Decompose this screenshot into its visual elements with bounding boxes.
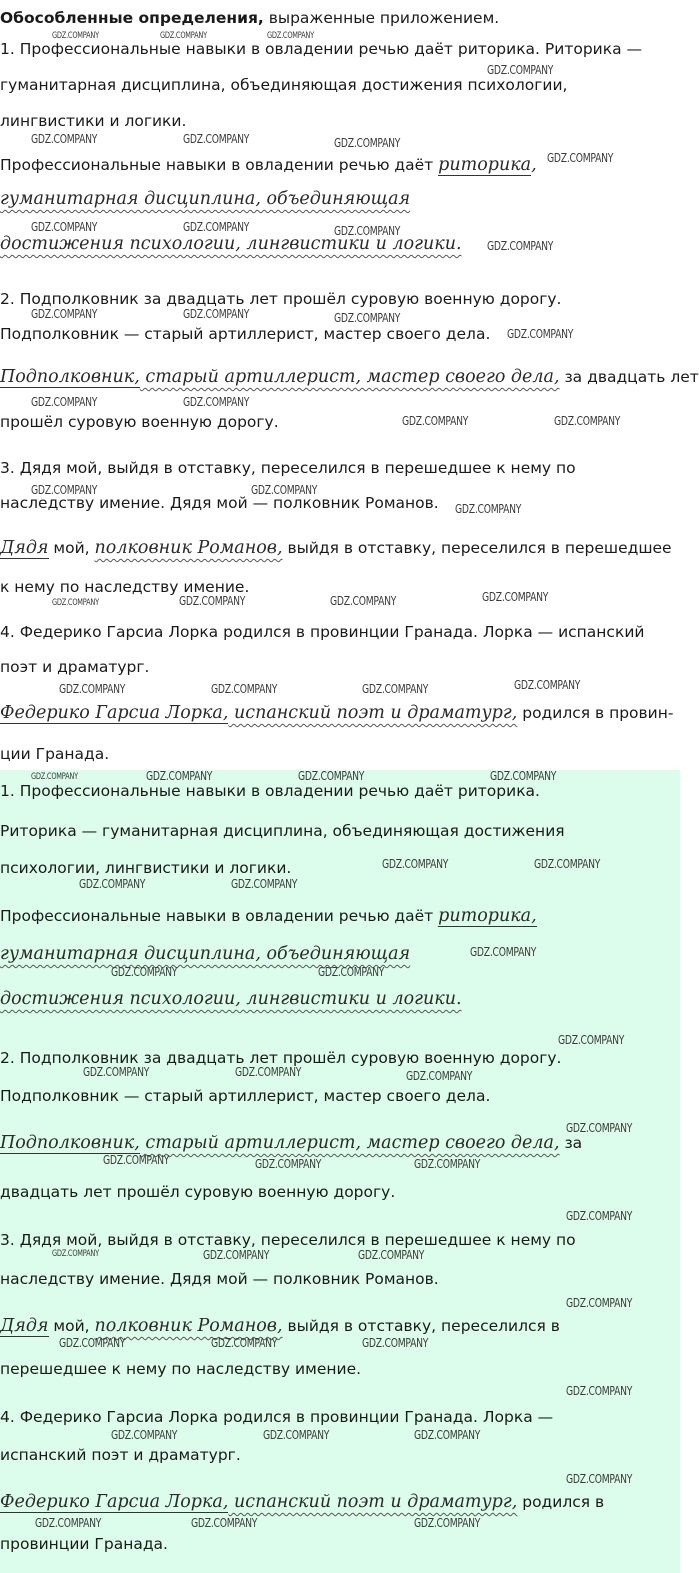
watermark: GDZ.COMPANY	[255, 1156, 322, 1171]
subject-word: риторика	[438, 155, 532, 175]
watermark: GDZ.COMPANY	[111, 1427, 178, 1442]
task4-line1: 4. Федерико Гарсиа Лорка родился в провинции Гранада. Лорка — испанский	[0, 623, 645, 641]
subject-word: риторика,	[438, 906, 537, 926]
watermark: GDZ.COMPANY	[251, 482, 318, 497]
watermark: GDZ.COMPANY	[191, 1515, 258, 1530]
watermark: GDZ.COMPANY	[146, 768, 213, 783]
task1-line3: лингвистики и логики.	[0, 112, 187, 130]
watermark: GDZ.COMPANY	[534, 856, 601, 871]
subject-word: Подполковник,	[0, 367, 140, 387]
answer3-line1	[0, 1315, 560, 1337]
watermark: GDZ.COMPANY	[402, 413, 469, 428]
watermark: GDZ.COMPANY	[183, 394, 250, 409]
subject-word: Дядя	[0, 538, 49, 558]
task2-line1: 2. Подполковник за двадцать лет прошёл суровую военную дорогу.	[0, 1049, 562, 1067]
textbook-section	[0, 0, 699, 770]
watermark: GDZ.COMPANY	[566, 1383, 633, 1398]
appositive-text: достижения психологии, лингвистики и логики.	[0, 234, 462, 254]
task3-line1: 3. Дядя мой, выйдя в отставку, переселился в перешедшее к нему по	[0, 1231, 576, 1249]
answer2-rest: за	[559, 1134, 583, 1152]
answer2-rest: за двадцать лет	[559, 368, 699, 386]
watermark: GDZ.COMPANY	[334, 310, 401, 325]
answer4-line1	[0, 1491, 604, 1513]
watermark: GDZ.COMPANY	[52, 31, 99, 41]
answer2-line2: двадцать лет прошёл суровую военную дорогу.	[0, 1183, 396, 1201]
answer2-line1	[0, 1132, 582, 1154]
task1-line2: гуманитарная дисциплина, объединяющая достижения психологии,	[0, 76, 568, 94]
answer3-line2: перешедшее к нему по наследству имение.	[0, 1360, 362, 1378]
watermark: GDZ.COMPANY	[507, 326, 574, 341]
answer1-comma: ,	[531, 155, 537, 175]
watermark: GDZ.COMPANY	[382, 856, 449, 871]
answer4-line1	[0, 702, 673, 724]
watermark: GDZ.COMPANY	[566, 1471, 633, 1486]
watermark: GDZ.COMPANY	[455, 501, 522, 516]
task4-line1: 4. Федерико Гарсиа Лорка родился в провинции Гранада. Лорка —	[0, 1408, 554, 1426]
answer4-line2: провинции Гранада.	[0, 1535, 168, 1553]
task1-line1: 1. Профессиональные навыки в овладении речью даёт риторика.	[0, 782, 540, 800]
task2-line2: Подполковник — старый артиллерист, мастер своего дела.	[0, 1087, 491, 1105]
task1-line2: Риторика — гуманитарная дисциплина, объединяющая достижения	[0, 822, 565, 840]
watermark: GDZ.COMPANY	[470, 944, 537, 959]
answer4-line2: ции Гранада.	[0, 745, 110, 763]
appositive-text: гуманитарная дисциплина, объединяющая	[0, 189, 411, 209]
watermark: GDZ.COMPANY	[103, 1152, 170, 1167]
watermark: GDZ.COMPANY	[35, 1515, 102, 1530]
watermark: GDZ.COMPANY	[482, 589, 549, 604]
task4-line2: испанский поэт и драматург.	[0, 1446, 241, 1464]
answer4-rest: родился в провин-	[517, 704, 674, 722]
appositive-text: испанский поэт и драматург,	[228, 1492, 518, 1512]
watermark: GDZ.COMPANY	[514, 677, 581, 692]
watermark: GDZ.COMPANY	[414, 1156, 481, 1171]
watermark: GDZ.COMPANY	[362, 1335, 429, 1350]
subject-word: Дядя	[0, 1316, 49, 1336]
watermark: GDZ.COMPANY	[487, 238, 554, 253]
watermark: GDZ.COMPANY	[566, 1295, 633, 1310]
watermark: GDZ.COMPANY	[267, 31, 314, 41]
answer3-mid: мой,	[48, 539, 95, 557]
answer3-mid: мой,	[48, 1317, 95, 1335]
watermark: GDZ.COMPANY	[111, 964, 178, 979]
watermark: GDZ.COMPANY	[31, 219, 98, 234]
subject-word: Федерико Гарсиа Лорка,	[0, 703, 229, 723]
watermark: GDZ.COMPANY	[558, 1032, 625, 1047]
answer1-line1	[0, 905, 537, 927]
appositive-text: полковник Романов,	[94, 538, 283, 558]
watermark: GDZ.COMPANY	[566, 1208, 633, 1223]
task4-line2: поэт и драматург.	[0, 658, 150, 676]
watermark: GDZ.COMPANY	[414, 1515, 481, 1530]
heading-rest: выраженные приложением.	[263, 9, 500, 27]
watermark: GDZ.COMPANY	[160, 31, 207, 41]
watermark: GDZ.COMPANY	[83, 1064, 150, 1079]
appositive-text: полковник Романов,	[94, 1316, 283, 1336]
watermark: GDZ.COMPANY	[362, 681, 429, 696]
answer2-line2: прошёл суровую военную дорогу.	[0, 413, 279, 431]
appositive-text: испанский поэт и драматург,	[228, 703, 518, 723]
watermark: GDZ.COMPANY	[263, 1427, 330, 1442]
subject-word: Подполковник,	[0, 1133, 140, 1153]
watermark: GDZ.COMPANY	[231, 876, 298, 891]
watermark: GDZ.COMPANY	[59, 681, 126, 696]
answer3-rest: выйдя в отставку, переселился в перешедшее	[282, 539, 672, 557]
answer2-line1	[0, 366, 699, 388]
watermark: GDZ.COMPANY	[334, 223, 401, 238]
answer3-rest: выйдя в отставку, переселился в	[282, 1317, 560, 1335]
watermark: GDZ.COMPANY	[31, 306, 98, 321]
watermark: GDZ.COMPANY	[298, 768, 365, 783]
watermark: GDZ.COMPANY	[235, 1064, 302, 1079]
watermark: GDZ.COMPANY	[79, 876, 146, 891]
watermark: GDZ.COMPANY	[318, 964, 385, 979]
task1-line3: психологии, лингвистики и логики.	[0, 859, 292, 877]
answer3-line2: к нему по наследству имение.	[0, 578, 250, 596]
watermark: GDZ.COMPANY	[183, 219, 250, 234]
watermark: GDZ.COMPANY	[211, 681, 278, 696]
task3-line2: наследству имение. Дядя мой — полковник Романов.	[0, 494, 439, 512]
watermark: GDZ.COMPANY	[203, 1247, 270, 1262]
answer1-pre: Профессиональные навыки в овладении речью даёт	[0, 907, 439, 925]
watermark: GDZ.COMPANY	[52, 598, 99, 608]
subject-word: Федерико Гарсиа Лорка,	[0, 1492, 229, 1512]
appositive-text: гуманитарная дисциплина, объединяющая	[0, 944, 411, 964]
watermark: GDZ.COMPANY	[566, 1120, 633, 1135]
watermark: GDZ.COMPANY	[414, 1427, 481, 1442]
appositive-text: старый артиллерист, мастер своего дела,	[139, 367, 560, 387]
watermark: GDZ.COMPANY	[211, 1335, 278, 1350]
answer1-line2	[0, 943, 410, 965]
task2-line2: Подполковник — старый артиллерист, мастер своего дела.	[0, 325, 491, 343]
answer3-line1	[0, 537, 672, 559]
watermark: GDZ.COMPANY	[554, 413, 621, 428]
watermark: GDZ.COMPANY	[487, 62, 554, 77]
watermark: GDZ.COMPANY	[31, 772, 78, 782]
section-heading	[0, 7, 499, 29]
answer1-pre: Профессиональные навыки в овладении речью даёт	[0, 156, 439, 174]
answer4-rest: родился в	[517, 1493, 605, 1511]
watermark: GDZ.COMPANY	[183, 306, 250, 321]
answer1-line3	[0, 988, 462, 1010]
watermark: GDZ.COMPANY	[31, 482, 98, 497]
watermark: GDZ.COMPANY	[406, 1068, 473, 1083]
task3-line2: наследству имение. Дядя мой — полковник Романов.	[0, 1270, 439, 1288]
watermark: GDZ.COMPANY	[31, 131, 98, 146]
watermark: GDZ.COMPANY	[179, 593, 246, 608]
watermark: GDZ.COMPANY	[183, 131, 250, 146]
watermark: GDZ.COMPANY	[490, 768, 557, 783]
answer1-line2	[0, 188, 410, 210]
appositive-text: достижения психологии, лингвистики и логики.	[0, 989, 462, 1009]
watermark: GDZ.COMPANY	[330, 593, 397, 608]
watermark: GDZ.COMPANY	[334, 135, 401, 150]
task3-line1: 3. Дядя мой, выйдя в отставку, переселился в перешедшее к нему по	[0, 459, 576, 477]
answer1-line1	[0, 154, 537, 176]
watermark: GDZ.COMPANY	[358, 1247, 425, 1262]
watermark: GDZ.COMPANY	[52, 1249, 99, 1259]
appositive-text: старый артиллерист, мастер своего дела,	[139, 1133, 560, 1153]
heading-bold: Обособленные определения,	[0, 9, 264, 27]
watermark: GDZ.COMPANY	[31, 394, 98, 409]
watermark: GDZ.COMPANY	[547, 150, 614, 165]
watermark: GDZ.COMPANY	[59, 1335, 126, 1350]
task1-line1: 1. Профессиональные навыки в овладении речью даёт риторика. Риторика —	[0, 40, 643, 58]
task2-line1: 2. Подполковник за двадцать лет прошёл суровую военную дорогу.	[0, 290, 562, 308]
